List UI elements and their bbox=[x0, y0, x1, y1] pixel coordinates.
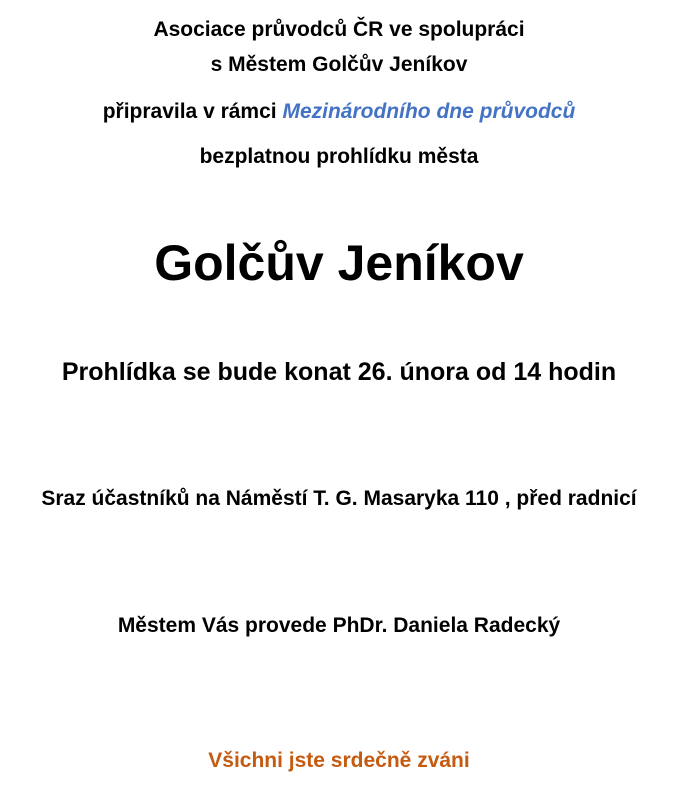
meeting-point-text: Sraz účastníků na Náměstí T. G. Masaryka 110 , před radnicí bbox=[41, 487, 637, 510]
intro-line-organizer: Asociace průvodců ČR ve spolupráci bbox=[153, 18, 525, 41]
guide-text: Městem Vás provede PhDr. Daniela Radecký bbox=[117, 614, 561, 637]
intro-line-occasion bbox=[0, 97, 678, 127]
page-title: Golčův Jeníkov bbox=[154, 235, 524, 291]
closing-invitation: Všichni jste srdečně zváni bbox=[208, 749, 470, 772]
event-name-highlight: Mezinárodního dne průvodců bbox=[282, 100, 576, 123]
intro-line-offer: bezplatnou prohlídku města bbox=[199, 145, 479, 168]
intro-occasion-prefix: připravila v rámci bbox=[102, 100, 283, 123]
intro-line-partner: s Městem Golčův Jeníkov bbox=[210, 53, 468, 76]
tour-date-text: Prohlídka se bude konat 26. února od 14 hodin bbox=[61, 358, 617, 386]
